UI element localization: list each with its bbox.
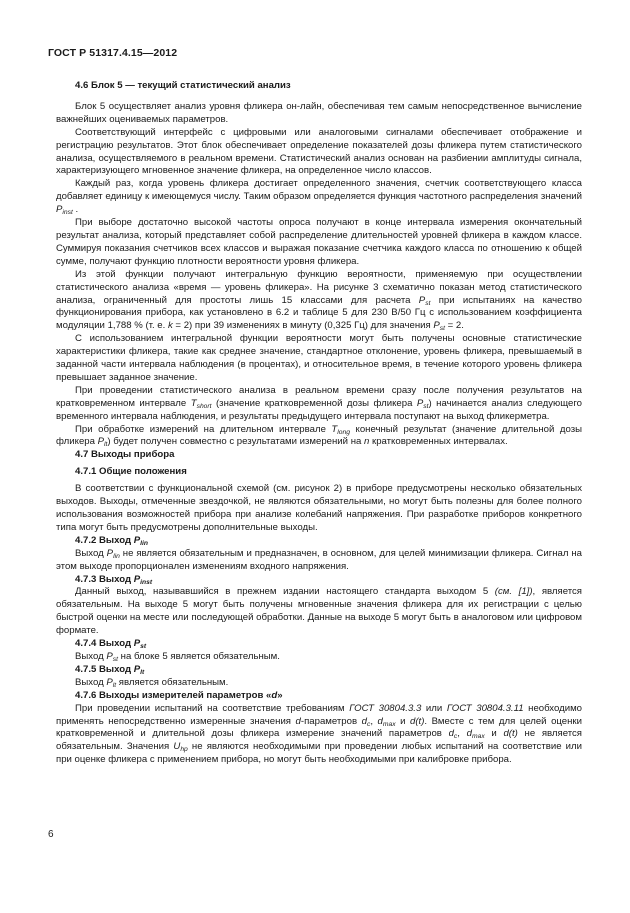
- section-heading: 4.6 Блок 5 — текущий статистический анализ: [75, 80, 291, 91]
- paragraph: При проведении испытаний на соответствие требованиям ГОСТ 30804.3.3 или ГОСТ 30804.3.11 необходимо применять непосредственно измеренные значения d-параметров $d_c$, $d_{max}$ и d(t). Вместе с тем для целей оценки кратковременной и длительной дозы фликера измерение значений параметров $d_c$, $d_{max}$ и d(t) не является обязательным. Значения $U_{hp}$ не являются необходимыми при проведении любых испытаний на соответствие или при оценке фликера с применением прибора, но могут быть необходимыми при калибровке прибора.: [56, 702, 583, 766]
- document-body: [56, 80, 582, 767]
- section-heading: 4.7 Выходы прибора: [75, 449, 175, 461]
- section-heading: 4.7.4 Выход $P_{st}$: [75, 638, 147, 651]
- paragraph: Блок 5 осуществляет анализ уровня фликера он-лайн, обеспечивая тем самым непосредственное вычисление важнейших оцениваемых параметров.: [56, 100, 582, 125]
- paragraph: Данный выход, называвшийся в прежнем издании настоящего стандарта выходом 5 (см. [1]), является обязательным. На выходе 5 могут быть получены мгновенные значения фликера для их регистрации с целью быстрой оценки на месте или последующей обработки. Данные на выходе 5 могут быть в аналоговом или цифровом формате.: [56, 586, 582, 637]
- paragraph: Выход $P_{st}$ на блоке 5 является обязательным.: [75, 650, 280, 663]
- paragraph: Выход $P_{lin}$ не является обязательным и предназначен, в основном, для целей минимизации фликера. Сигнал на этом выходе пропорционален изменениям входного напряжения.: [56, 547, 583, 572]
- paragraph: Соответствующий интерфейс с цифровыми или аналоговыми сигналами обеспечивает отображение и регистрацию результатов. Этот блок обеспечивает определение показателей дозы фликера путем статистического анализа, осуществляемого в реальном времени. Статистический анализ основан на разбиении амплитуды сигнала, характеризующего мгновенное значение фликера, на определенное число классов.: [56, 126, 582, 177]
- paragraph: При выборе достаточно высокой частоты опроса получают в конце интервала измерения окончательный результат анализа, который представляет собой распределение длительностей уровней фликера в каждом классе. Суммируя показания счетчиков всех классов и выражая показание счетчика каждого класса по отношению к общей сумме, получают функцию плотности вероятности уровня фликера.: [56, 217, 582, 267]
- section-heading: 4.7.6 Выходы измерителей параметров «d»: [75, 689, 283, 701]
- paragraph: Из этой функции получают интегральную функцию вероятности, применяемую при осуществлении статистического анализа «время — уровень фликера». На рисунке 3 схематично показан метод статистического анализа, ограниченный для простоты лишь 15 классами для расчета $P_{st}$ при испытаниях на качество функционирования прибора, как установлено в 6.2 и таблице 5 для 230 В/50 Гц с использованием коэффициента модуляции 1,788 % (т. е. k = 2) при 39 изменениях в минуту (0,325 Гц) для значения $P_{st} = 2$.: [56, 268, 582, 333]
- section-heading: 4.7.3 Выход $P_{inst}$: [75, 573, 153, 586]
- paragraph: При обработке измерений на длительном интервале $T_{long}$ конечный результат (значение длительной дозы фликера $P_{lt}$) будет получен совместно с результатами измерений на n кратковременных интервалах.: [56, 423, 582, 449]
- page-number: 6: [48, 829, 54, 840]
- section-heading: 4.7.2 Выход $P_{lin}$: [75, 534, 148, 547]
- paragraph: В соответствии с функциональной схемой (см. рисунок 2) в приборе предусмотрены несколько обязательных выходов. Выходы, отмеченные звездочкой, не являются обязательными, но могут быть полезны для более полного использования возможностей прибора при анализе колебаний напряжения. При разработке приборов конкретного типа могут быть предусмотрены дополнительные выходы.: [56, 483, 582, 533]
- standard-header: ГОСТ Р 51317.4.15—2012: [48, 47, 178, 59]
- paragraph: Каждый раз, когда уровень фликера достигает определенного значения, счетчик соответствующего класса добавляет единицу к имеющемуся числу. Таким образом определяется функция частотного распределения значений $P_{inst}$ .: [56, 178, 582, 217]
- section-heading: 4.7.5 Выход $P_{lt}$: [75, 663, 145, 676]
- paragraph: С использованием интегральной функции вероятности могут быть получены основные статистические характеристики фликера, такие как среднее значение, стандартное отклонение, уровень фликера, превышаемый в заданной части интервала наблюдения (в процентах), и относительное время, в течение которого уровень фликера превышает заданное значение.: [56, 333, 582, 383]
- section-heading: 4.7.1 Общие положения: [75, 466, 187, 478]
- spacer: [56, 93, 582, 101]
- paragraph: Выход $P_{lt}$ является обязательным.: [75, 676, 229, 689]
- paragraph: При проведении статистического анализа в реальном времени сразу после получения результатов на кратковременном интервале $T_{short}$ (значение кратковременной дозы фликера $P_{st}$) начинается анализ следующего временного интервала наблюдения, и результаты предыдущего интервала поступают на выход фликерметра.: [56, 384, 582, 422]
